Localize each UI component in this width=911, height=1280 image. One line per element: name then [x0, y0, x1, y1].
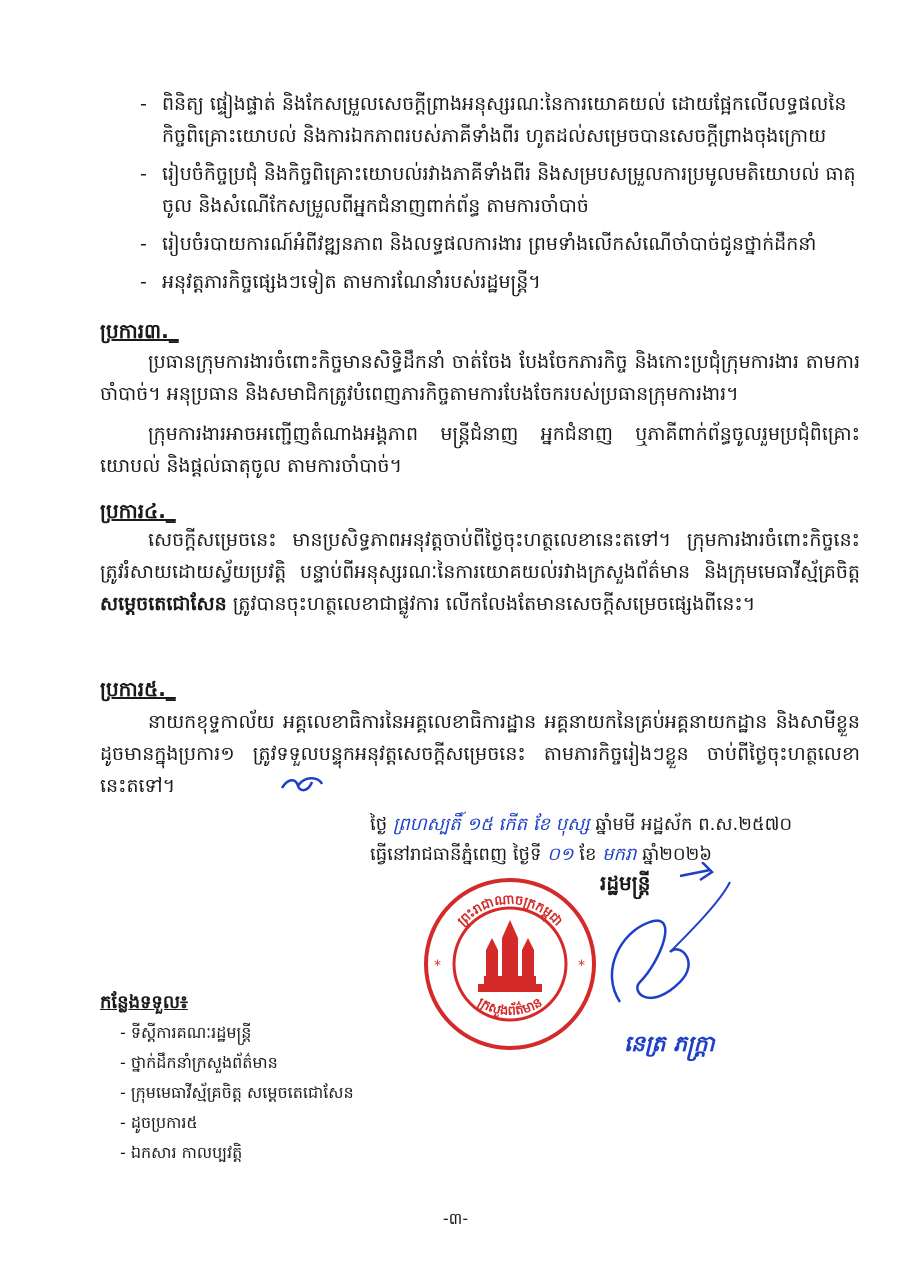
duties-list: [140, 88, 860, 300]
svg-text:*: *: [434, 958, 441, 974]
initial-mark-icon: [278, 772, 328, 796]
article-3-paragraph-1: ប្រធានក្រុមការងារចំពោះកិច្ចមានសិទ្ធិដឹកនាំ ចាត់ចែង បែងចែកភារកិច្ច និងកោះប្រជុំក្រុមការងារ តាមការចាំបាច់។ អនុប្រធាន និងសមាជិកត្រូវបំពេញភារកិច្ចតាមការបែងចែករបស់ប្រធានក្រុមការងារ។: [100, 351, 860, 405]
list-item: - ក្រុមមេធាវីស្ម័គ្រចិត្ត សម្ដេចតេជោសែន: [120, 1083, 354, 1102]
svg-text:ព្រះរាជាណាចក្រកម្ពុជា: ព្រះរាជាណាចក្រកម្ពុជា: [455, 892, 566, 930]
list-item: - ឯកសារ កាលប្បវត្តិ: [120, 1143, 243, 1162]
list-item: - អនុវត្តភារកិច្ចផ្សេងៗទៀត តាមការណែនាំរបស់រដ្ឋមន្ត្រី។: [140, 271, 541, 293]
bold-name: សម្ដេចតេជោសែន: [100, 593, 227, 615]
list-item: - រៀបចំរបាយការណ៍អំពីវឌ្ឍនភាព និងលទ្ធផលការងារ ព្រមទាំងលើកសំណើចាំបាច់ជូនថ្នាក់ដឹកនាំ: [140, 233, 817, 255]
list-item: - ថ្នាក់ដឹកនាំក្រសួងព័ត៌មាន: [120, 1053, 278, 1072]
svg-text:*: *: [578, 958, 585, 974]
article-4-paragraph: សេចក្ដីសម្រេចនេះ មានប្រសិទ្ធភាពអនុវត្តចាប់ពីថ្ងៃចុះហត្ថលេខានេះតទៅ។ ក្រុមការងារចំពោះកិច្ចនេះ ត្រូវរំសាយដោយស្វ័យប្រវត្តិ បន្ទាប់ពីអនុស្សរណៈនៃការយោគយល់រវាងក្រសួងព័ត៌មាន និងក្រុមមេធាវីស្ម័គ្រចិត្ត សម្ដេចតេជោសែន ត្រូវបានចុះហត្ថលេខាជាផ្លូវការ លើកលែងតែមានសេចក្ដីសម្រេចផ្សេងពីនេះ។: [100, 529, 860, 615]
bullet-text: អនុវត្តភារកិច្ចផ្សេងៗទៀត តាមការណែនាំរបស់រដ្ឋមន្ត្រី។: [162, 271, 541, 293]
article-5-paragraph: នាយកខុទ្ទកាល័យ អគ្គលេខាធិការនៃអគ្គលេខាធិការដ្ឋាន អគ្គនាយកនៃគ្រប់អគ្គនាយកដ្ឋាន និងសាមីខ្លួនដូចមានក្នុងប្រការ១ ត្រូវទទួលបន្ទុកអនុវត្តសេចក្ដីសម្រេចនេះ តាមភារកិច្ចរៀងៗខ្លួន ចាប់ពីថ្ងៃចុះហត្ថលេខានេះតទៅ។: [100, 711, 860, 797]
minister-name: នេត្រ ភក្ត្រា: [624, 1032, 715, 1057]
article-3-title: ប្រការ៣._: [100, 319, 179, 343]
list-item: - ទីស្ដីការគណៈរដ្ឋមន្ត្រី: [120, 1023, 252, 1042]
bullet-text: រៀបចំកិច្ចប្រជុំ និងកិច្ចពិគ្រោះយោបល់រវាងភាគីទាំងពីរ និងសម្របសម្រួលការប្រមូលមតិយោបល់ ធាតុចូល និងសំណើកែសម្រួលពីអ្នកជំនាញពាក់ព័ន្ធ តាមការចាំបាច់: [162, 163, 856, 217]
article-4-title: ប្រការ៤._: [100, 499, 176, 523]
list-item: - ដូចប្រការ៥: [120, 1113, 198, 1132]
svg-text:ក្រសួងព័ត៌មាន: ក្រសួងព័ត៌មាន: [474, 995, 546, 1020]
page-number: -៣-: [442, 1209, 469, 1228]
minister-title: រដ្ឋមន្ត្រី: [600, 871, 651, 895]
bullet-text: រៀបចំរបាយការណ៍អំពីវឌ្ឍនភាព និងលទ្ធផលការងារ ព្រមទាំងលើកសំណើចាំបាច់ជូនថ្នាក់ដឹកនាំ: [162, 233, 817, 255]
bullet-text: ពិនិត្យ ផ្ទៀងផ្ទាត់ និងកែសម្រួលសេចក្ដីព្រាងអនុស្សរណៈនៃការយោគយល់ ដោយផ្អែកលើលទ្ធផលនៃកិច្ចពិគ្រោះយោបល់ និងការឯកភាពរបស់ភាគីទាំងពីរ ហូតដល់សម្រេចបានសេចក្ដីព្រាងចុងក្រោយ: [162, 93, 847, 147]
solar-date: ធ្វើនៅរាជធានីភ្នំពេញ ថ្ងៃទី ០១ ខែ មករា ឆ្នាំ២០២៦: [370, 844, 713, 865]
recipients-list: [120, 1018, 354, 1168]
list-item: - រៀបចំកិច្ចប្រជុំ និងកិច្ចពិគ្រោះយោបល់រវាងភាគីទាំងពីរ និងសម្របសម្រួលការប្រមូលមតិយោបល់ ធាតុចូល និងសំណើកែសម្រួលពីអ្នកជំនាញពាក់ព័ន្ធ តាមការចាំបាច់: [140, 163, 856, 217]
recipients-title: កន្លែងទទួល៖: [100, 992, 188, 1013]
article-3-paragraph-2: ក្រុមការងារអាចអញ្ជើញតំណាងអង្គភាព មន្ត្រីជំនាញ អ្នកជំនាញ ឬភាគីពាក់ព័ន្ធចូលរួមប្រជុំពិគ្រោះយោបល់ និងផ្ដល់ធាតុចូល តាមការចាំបាច់។: [100, 423, 860, 477]
list-item: - ពិនិត្យ ផ្ទៀងផ្ទាត់ និងកែសម្រួលសេចក្ដីព្រាងអនុស្សរណៈនៃការយោគយល់ ដោយផ្អែកលើលទ្ធផលនៃកិច្ចពិគ្រោះយោបល់ និងការឯកភាពរបស់ភាគីទាំងពីរ ហូតដល់សម្រេចបានសេចក្ដីព្រាងចុងក្រោយ: [140, 93, 847, 147]
article-5-title: ប្រការ៥._: [100, 677, 176, 701]
lunar-date: ថ្ងៃ ព្រហស្បតិ៍ ១៥ កើត ខែ បុស្ស ឆ្នាំមមី អដ្ឋស័ក ព.ស.២៥៧០: [370, 814, 793, 835]
date-block: [370, 810, 870, 870]
